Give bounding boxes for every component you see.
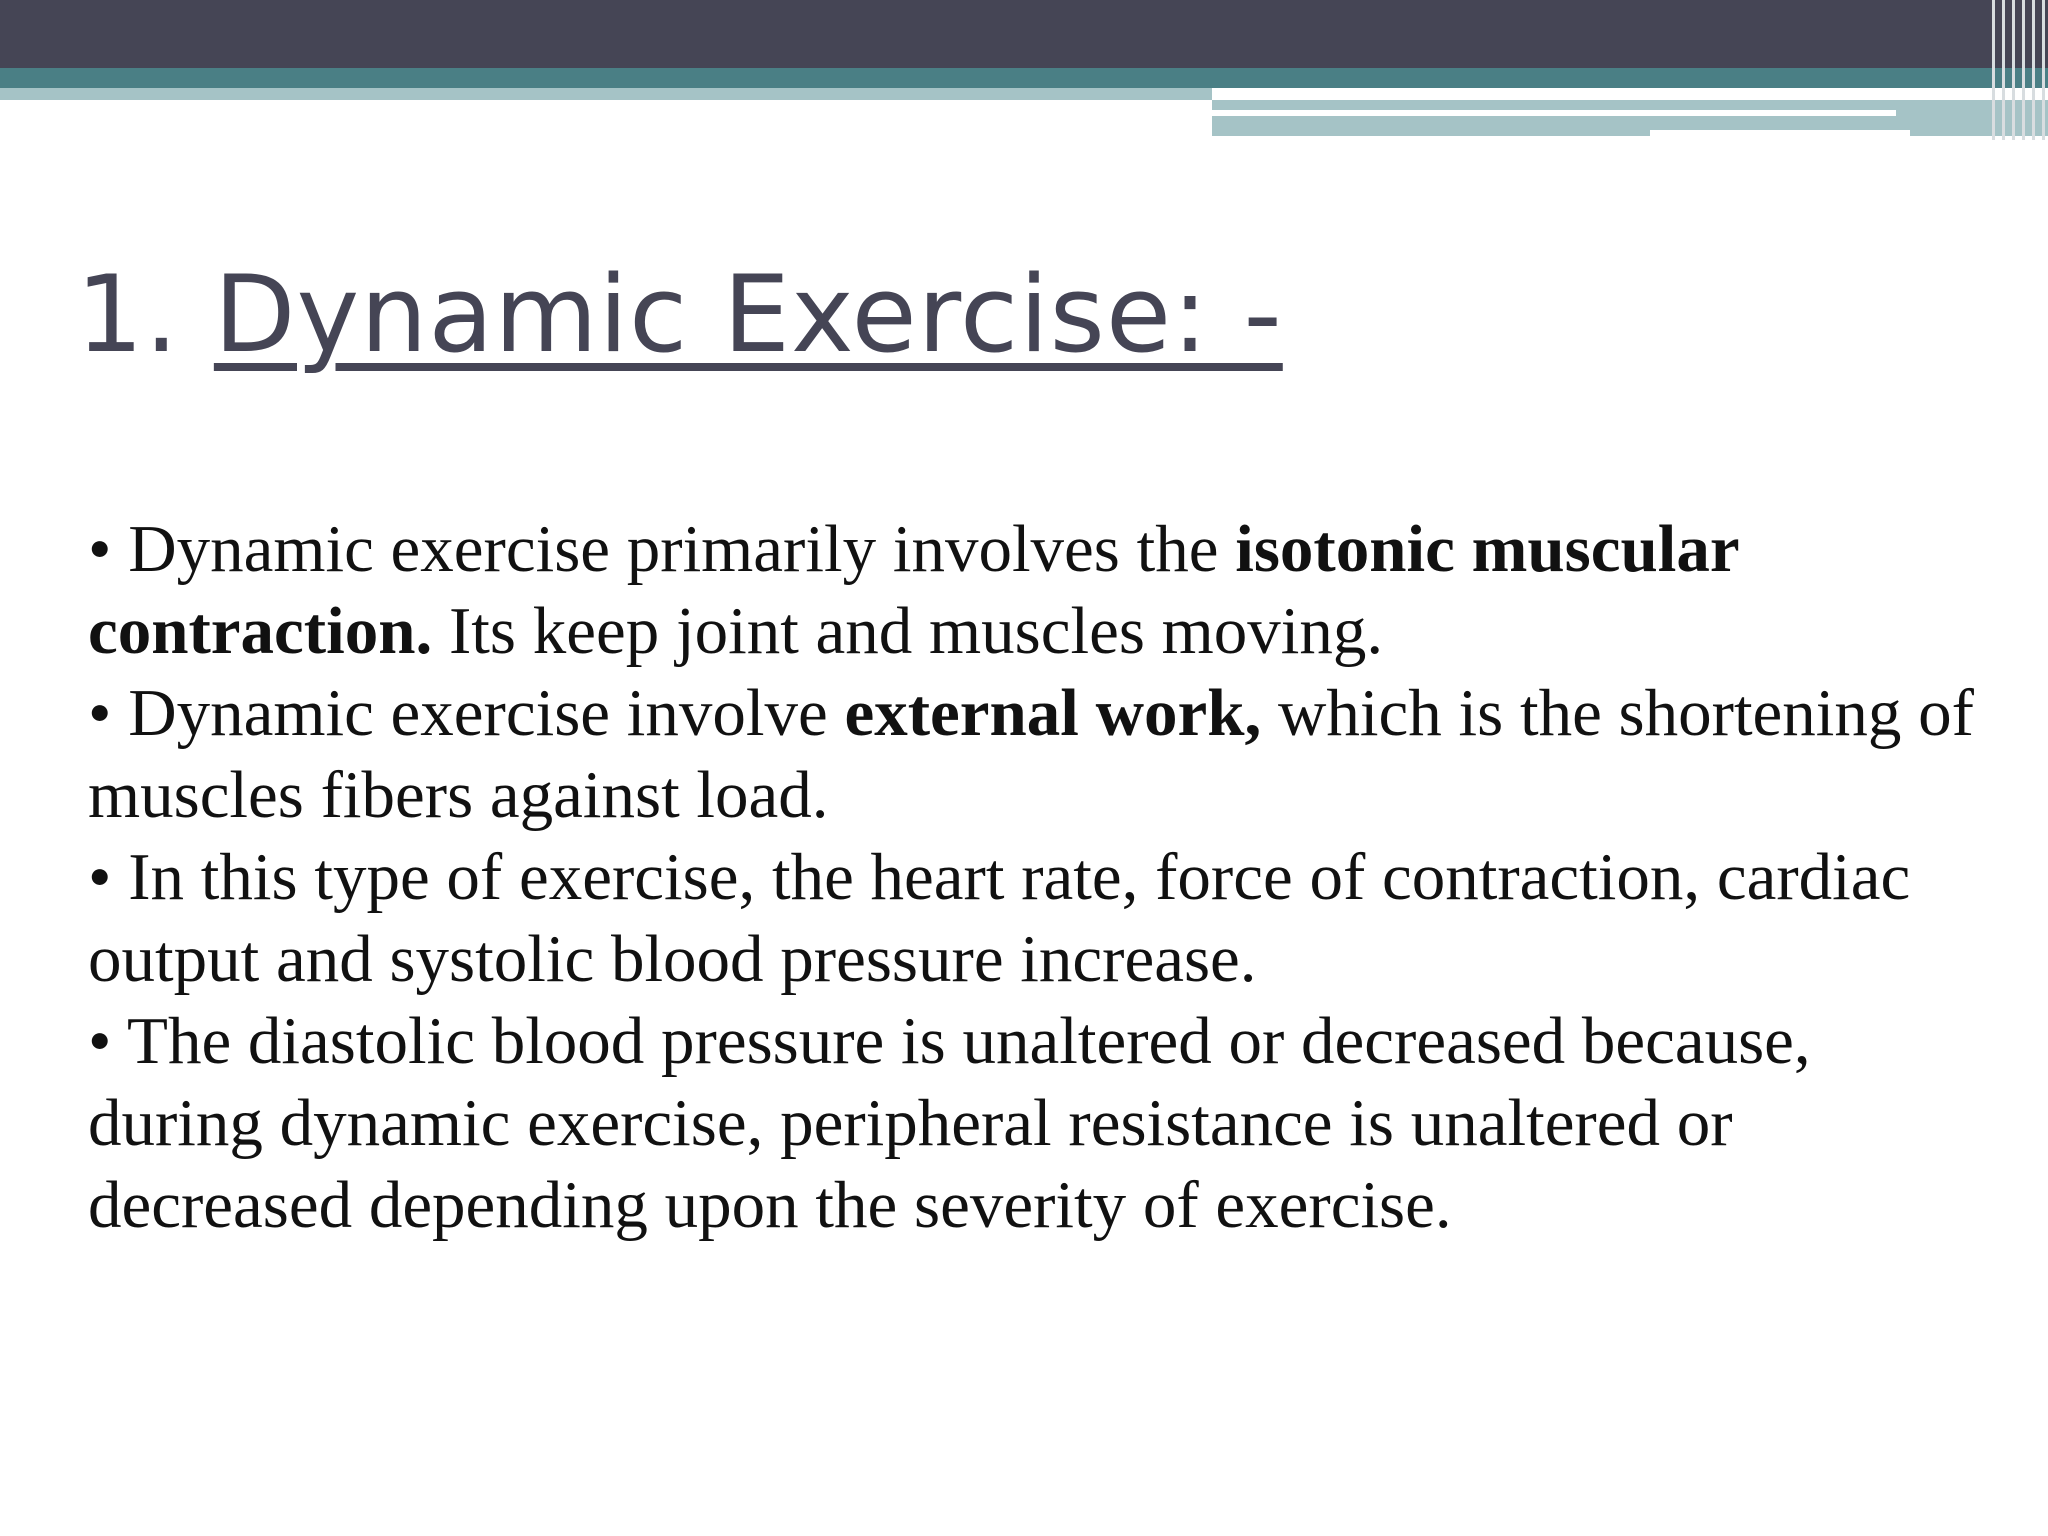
edge-decoration — [1988, 0, 2048, 140]
bullet-text: Its keep joint and muscles moving. — [448, 594, 1384, 668]
bullet-bold-text: isotonic muscular contraction. — [88, 512, 1739, 668]
bullet-marker: • — [88, 676, 112, 750]
header-white-strip — [1212, 110, 1896, 116]
header-light-bar-right — [1212, 100, 2048, 136]
bullet-text: Dynamic exercise primarily involves the — [128, 512, 1219, 586]
bullet-text: The diastolic blood pressure is unaltered or decreased because, during dynamic exercise, peripheral resistance is unaltered or decreased depending upon the severity of exercise. — [88, 1004, 1811, 1242]
header-white-strip-2 — [1650, 130, 1910, 136]
bullet-item — [88, 508, 1988, 672]
slide-title — [76, 253, 1283, 376]
bullet-list — [88, 508, 1988, 1246]
bullet-text: which is the shortening of muscles fibers against load. — [88, 676, 1974, 832]
bullet-marker: • — [88, 512, 112, 586]
bullet-item — [88, 1000, 1988, 1246]
bullet-text: Dynamic exercise involve — [128, 676, 828, 750]
bullet-text: In this type of exercise, the heart rate, force of contraction, cardiac output and systolic blood pressure increase. — [88, 840, 1911, 996]
header-teal-bar — [0, 68, 2048, 88]
bullet-marker: • — [88, 1004, 112, 1078]
title-text: Dynamic Exercise: - — [213, 253, 1283, 376]
bullet-bold-text: external work, — [844, 676, 1262, 750]
title-number: 1. — [76, 253, 180, 376]
bullet-marker: • — [88, 840, 112, 914]
bullet-item — [88, 672, 1988, 836]
header-dark-bar — [0, 0, 2048, 68]
bullet-item — [88, 836, 1988, 1000]
header-light-bar-left — [0, 88, 1212, 100]
